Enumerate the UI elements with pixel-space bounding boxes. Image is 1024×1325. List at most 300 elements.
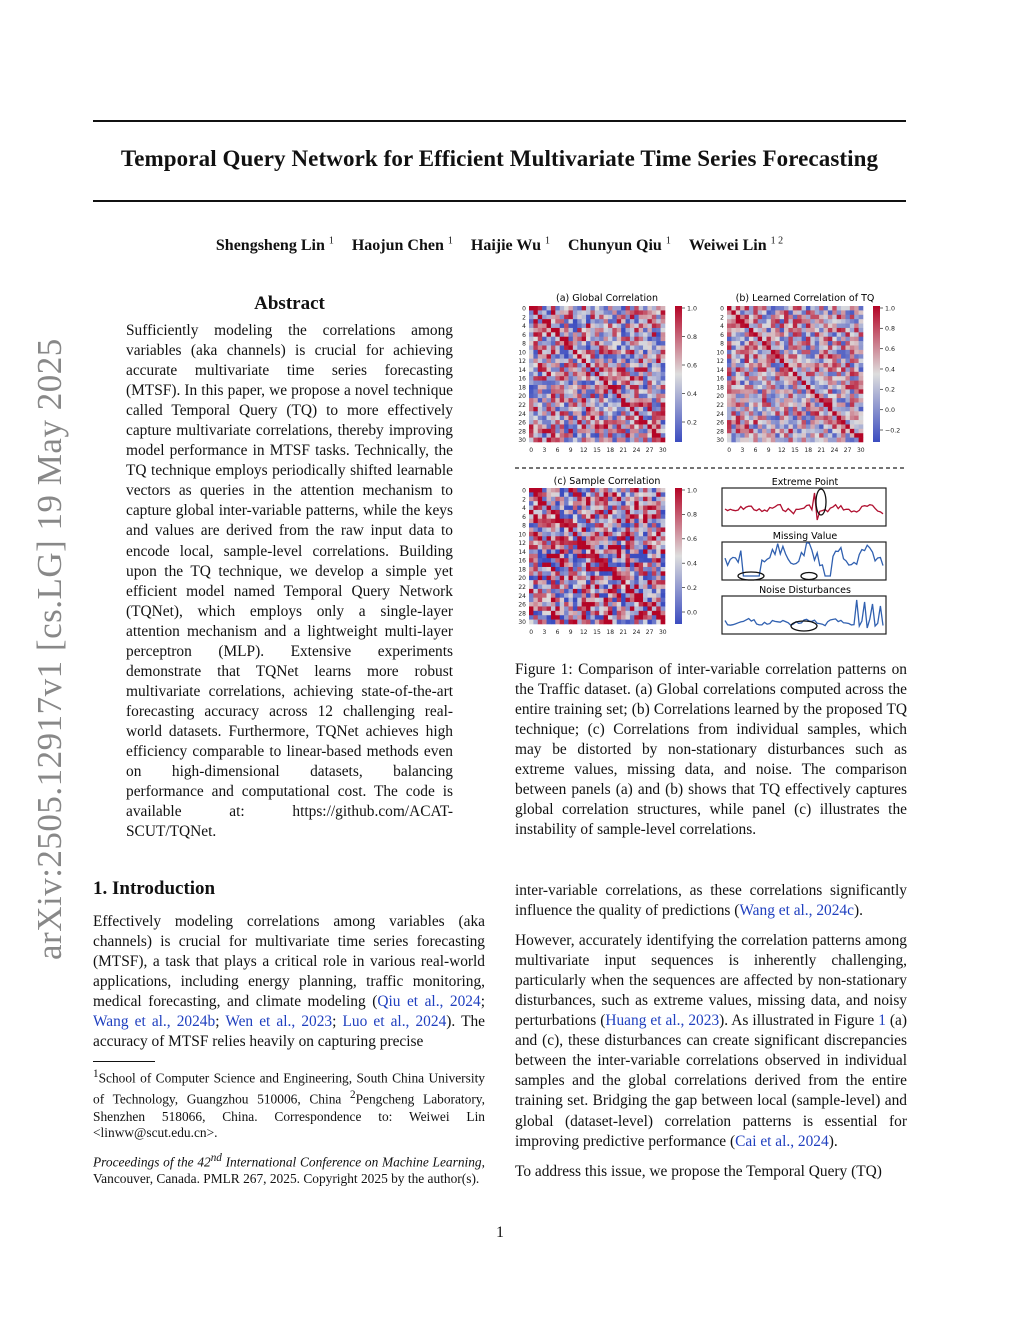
heatmap-cell xyxy=(568,315,573,320)
heatmap-cell xyxy=(850,315,855,320)
heatmap-cell xyxy=(661,424,666,429)
heatmap-cell xyxy=(806,376,811,381)
heatmap-cell xyxy=(551,611,556,616)
heatmap-cell xyxy=(577,576,582,581)
heatmap-cell xyxy=(599,558,604,563)
heatmap-cell xyxy=(617,433,622,438)
heatmap-cell xyxy=(577,519,582,524)
heatmap-cell xyxy=(547,541,552,546)
heatmap-cell xyxy=(582,416,587,421)
heatmap-cell xyxy=(758,315,763,320)
heatmap-cell xyxy=(731,420,736,425)
heatmap-cell xyxy=(621,536,626,541)
intro-paragraph-2: inter-variable correlations, as these correlations significantly influence the quality of predictions (Wang et al., 2024c). xyxy=(515,882,907,920)
heatmap-cell xyxy=(758,411,763,416)
heatmap-cell xyxy=(652,433,657,438)
heatmap-cell xyxy=(582,372,587,377)
heatmap-cell xyxy=(564,389,569,394)
heatmap-cell xyxy=(582,567,587,572)
heatmap-cell xyxy=(630,606,635,611)
heatmap-cell xyxy=(573,615,578,620)
colorbar-label: −0.2 xyxy=(885,427,901,435)
y-tick-label: 20 xyxy=(518,575,526,583)
heatmap-cell xyxy=(538,376,543,381)
heatmap-cell xyxy=(626,598,631,603)
heatmap-cell xyxy=(758,354,763,359)
heatmap-cell xyxy=(621,363,626,368)
heatmap-cell xyxy=(815,424,820,429)
heatmap-cell xyxy=(599,606,604,611)
heatmap-cell xyxy=(626,545,631,550)
heatmap-cell xyxy=(529,606,534,611)
heatmap-cell xyxy=(538,372,543,377)
heatmap-cell xyxy=(643,367,648,372)
heatmap-cell xyxy=(529,341,534,346)
heatmap-cell xyxy=(577,354,582,359)
heatmap-cell xyxy=(564,606,569,611)
heatmap-cell xyxy=(599,398,604,403)
heatmap-cell xyxy=(612,593,617,598)
heatmap-cell xyxy=(577,385,582,390)
heatmap-cell xyxy=(533,492,538,497)
heatmap-cell xyxy=(577,328,582,333)
heatmap-cell xyxy=(639,532,644,537)
heatmap-cell xyxy=(604,433,609,438)
heatmap-cell xyxy=(775,420,780,425)
heatmap-cell xyxy=(608,576,613,581)
heatmap-cell xyxy=(617,571,622,576)
heatmap-cell xyxy=(753,367,758,372)
heatmap-cell xyxy=(582,615,587,620)
heatmap-cell xyxy=(749,341,754,346)
heatmap-cell xyxy=(630,585,635,590)
heatmap-cell xyxy=(797,403,802,408)
heatmap-cell xyxy=(802,363,807,368)
heatmap-cell xyxy=(745,306,750,311)
heatmap-cell xyxy=(784,324,789,329)
heatmap-cell xyxy=(595,536,600,541)
heatmap-cell xyxy=(731,433,736,438)
heatmap-cell xyxy=(634,394,639,399)
heatmap-cell xyxy=(643,416,648,421)
heatmap-cell xyxy=(608,620,613,625)
heatmap-cell xyxy=(859,394,864,399)
heatmap-cell xyxy=(547,363,552,368)
heatmap-cell xyxy=(815,337,820,342)
heatmap-cell xyxy=(797,433,802,438)
heatmap-cell xyxy=(806,372,811,377)
heatmap-cell xyxy=(538,310,543,315)
heatmap-cell xyxy=(608,510,613,515)
heatmap-cell xyxy=(626,407,631,412)
heatmap-cell xyxy=(784,416,789,421)
heatmap-cell xyxy=(639,492,644,497)
heatmap-cell xyxy=(595,576,600,581)
heatmap-cell xyxy=(551,545,556,550)
heatmap-cell xyxy=(634,519,639,524)
heatmap-cell xyxy=(643,615,648,620)
heatmap-cell xyxy=(551,385,556,390)
heatmap-cell xyxy=(766,332,771,337)
heatmap-cell xyxy=(573,497,578,502)
heatmap-cell xyxy=(652,488,657,493)
heatmap-cell xyxy=(647,571,652,576)
heatmap-cell xyxy=(832,433,837,438)
heatmap-cell xyxy=(736,350,741,355)
heatmap-cell xyxy=(771,350,776,355)
heatmap-cell xyxy=(612,598,617,603)
heatmap-cell xyxy=(599,519,604,524)
heatmap-cell xyxy=(604,385,609,390)
heatmap-cell xyxy=(551,424,556,429)
heatmap-cell xyxy=(547,398,552,403)
heatmap-cell xyxy=(586,536,591,541)
heatmap-cell xyxy=(753,328,758,333)
heatmap-cell xyxy=(854,337,859,342)
y-tick-label: 22 xyxy=(716,402,724,409)
heatmap-cell xyxy=(542,433,547,438)
heatmap-cell xyxy=(621,506,626,511)
heatmap-cell xyxy=(784,403,789,408)
heatmap-cell xyxy=(661,310,666,315)
heatmap-cell xyxy=(652,332,657,337)
y-tick-label: 8 xyxy=(720,340,724,348)
heatmap-cell xyxy=(784,372,789,377)
heatmap-cell xyxy=(529,519,534,524)
heatmap-cell xyxy=(837,416,842,421)
heatmap-cell xyxy=(643,376,648,381)
heatmap-cell xyxy=(630,532,635,537)
heatmap-cell xyxy=(854,420,859,425)
heatmap-cell xyxy=(784,429,789,434)
heatmap-cell xyxy=(542,611,547,616)
heatmap-cell xyxy=(573,532,578,537)
citation-link[interactable]: Qiu et al., 2024 xyxy=(377,993,481,1011)
heatmap-cell xyxy=(762,345,767,350)
heatmap-cell xyxy=(630,567,635,572)
heatmap-cell xyxy=(727,381,732,386)
heatmap-cell xyxy=(599,527,604,532)
heatmap-cell xyxy=(643,580,648,585)
heatmap-cell xyxy=(560,372,565,377)
heatmap-cell xyxy=(634,354,639,359)
heatmap-cell xyxy=(595,337,600,342)
heatmap-cell xyxy=(555,514,560,519)
x-tick-label: 30 xyxy=(658,447,667,454)
heatmap-cell xyxy=(656,359,661,364)
heatmap-cell xyxy=(647,372,652,377)
heatmap-cell xyxy=(824,328,829,333)
heatmap-cell xyxy=(586,367,591,372)
heatmap-cell xyxy=(806,398,811,403)
heatmap-cell xyxy=(621,602,626,607)
heatmap-cell xyxy=(647,337,652,342)
heatmap-cell xyxy=(661,514,666,519)
heatmap-cell xyxy=(529,372,534,377)
heatmap-cell xyxy=(617,416,622,421)
citation-link[interactable]: Cai et al., 2024 xyxy=(735,1132,829,1150)
heatmap-cell xyxy=(590,532,595,537)
heatmap-cell xyxy=(604,558,609,563)
heatmap-cell xyxy=(586,337,591,342)
heatmap-cell xyxy=(604,429,609,434)
heatmap-cell xyxy=(652,337,657,342)
heatmap-cell xyxy=(859,367,864,372)
heatmap-cell xyxy=(621,576,626,581)
heatmap-cell xyxy=(599,332,604,337)
heatmap-cell xyxy=(529,492,534,497)
x-tick-label: 21 xyxy=(817,447,826,454)
heatmap-cell xyxy=(810,315,815,320)
y-tick-label: 4 xyxy=(522,323,526,330)
heatmap-cell xyxy=(656,433,661,438)
y-tick-label: 24 xyxy=(518,410,526,418)
heatmap-cell xyxy=(661,350,666,355)
heatmap-cell xyxy=(612,620,617,625)
heatmap-cell xyxy=(555,589,560,594)
heatmap-cell xyxy=(538,598,543,603)
heatmap-cell xyxy=(533,319,538,324)
heatmap-cell xyxy=(555,545,560,550)
heatmap-cell xyxy=(793,367,798,372)
heatmap-cell xyxy=(577,319,582,324)
heatmap-cell xyxy=(656,354,661,359)
heatmap-cell xyxy=(560,310,565,315)
heatmap-cell xyxy=(599,497,604,502)
heatmap-cell xyxy=(630,354,635,359)
heatmap-cell xyxy=(551,510,556,515)
heatmap-cell xyxy=(656,310,661,315)
heatmap-cell xyxy=(630,367,635,372)
heatmap-cell xyxy=(819,407,824,412)
heatmap-cell xyxy=(727,407,732,412)
heatmap-cell xyxy=(736,416,741,421)
heatmap-cell xyxy=(639,363,644,368)
heatmap-cell xyxy=(647,589,652,594)
heatmap-cell xyxy=(740,433,745,438)
heatmap-cell xyxy=(582,576,587,581)
heatmap-cell xyxy=(538,315,543,320)
heatmap-cell xyxy=(727,394,732,399)
heatmap-cell xyxy=(859,438,864,443)
heatmap-cell xyxy=(647,411,652,416)
heatmap-cell xyxy=(604,411,609,416)
heatmap-cell xyxy=(608,536,613,541)
heatmap-cell xyxy=(560,403,565,408)
heatmap-cell xyxy=(555,319,560,324)
heatmap-cell xyxy=(604,403,609,408)
heatmap-cell xyxy=(639,433,644,438)
heatmap-cell xyxy=(806,341,811,346)
heatmap-cell xyxy=(529,514,534,519)
heatmap-cell xyxy=(529,506,534,511)
heatmap-cell xyxy=(568,615,573,620)
heatmap-cell xyxy=(533,389,538,394)
heatmap-cell xyxy=(780,411,785,416)
heatmap-cell xyxy=(819,324,824,329)
heatmap-cell xyxy=(749,345,754,350)
panel-c-title: (c) Sample Correlation xyxy=(553,476,661,487)
heatmap-cell xyxy=(643,359,648,364)
heatmap-cell xyxy=(731,381,736,386)
heatmap-cell xyxy=(815,416,820,421)
heatmap-cell xyxy=(828,367,833,372)
heatmap-cell xyxy=(533,341,538,346)
heatmap-cell xyxy=(582,319,587,324)
heatmap-cell xyxy=(586,576,591,581)
heatmap-cell xyxy=(652,558,657,563)
citation-link[interactable]: Wang et al., 2024c xyxy=(739,902,854,920)
heatmap-cell xyxy=(586,611,591,616)
heatmap-cell xyxy=(639,558,644,563)
citation-link[interactable]: Wen et al., 2023 xyxy=(225,1013,333,1031)
heatmap-cell xyxy=(573,545,578,550)
heatmap-cell xyxy=(762,429,767,434)
heatmap-cell xyxy=(560,381,565,386)
heatmap-cell xyxy=(745,315,750,320)
heatmap-cell xyxy=(859,381,864,386)
heatmap-cell xyxy=(595,563,600,568)
heatmap-cell xyxy=(533,585,538,590)
heatmap-cell xyxy=(568,394,573,399)
heatmap-cell xyxy=(634,589,639,594)
heatmap-cell xyxy=(643,497,648,502)
heatmap-cell xyxy=(538,611,543,616)
heatmap-cell xyxy=(564,381,569,386)
heatmap-cell xyxy=(727,416,732,421)
heatmap-cell xyxy=(608,411,613,416)
heatmap-cell xyxy=(780,416,785,421)
heatmap-cell xyxy=(850,433,855,438)
heatmap-cell xyxy=(608,420,613,425)
citation-link[interactable]: Huang et al., 2023 xyxy=(605,1012,720,1030)
heatmap-cell xyxy=(639,580,644,585)
heatmap-cell xyxy=(590,403,595,408)
heatmap-cell xyxy=(551,488,556,493)
heatmap-cell xyxy=(802,319,807,324)
heatmap-cell xyxy=(538,580,543,585)
heatmap-cell xyxy=(577,620,582,625)
heatmap-cell xyxy=(595,372,600,377)
heatmap-cell xyxy=(590,332,595,337)
x-tick-label: 0 xyxy=(529,629,534,636)
heatmap-cell xyxy=(634,514,639,519)
figure-ref-link[interactable]: 1 xyxy=(878,1012,886,1030)
heatmap-cell xyxy=(529,354,534,359)
citation-link[interactable]: Wang et al., 2024b xyxy=(93,1013,216,1031)
heatmap-cell xyxy=(647,429,652,434)
heatmap-cell xyxy=(639,416,644,421)
heatmap-cell xyxy=(745,424,750,429)
heatmap-cell xyxy=(564,438,569,443)
heatmap-cell xyxy=(845,363,850,368)
heatmap-cell xyxy=(612,510,617,515)
heatmap-cell xyxy=(551,501,556,506)
heatmap-cell xyxy=(758,345,763,350)
colorbar-label: 0.4 xyxy=(687,390,698,398)
heatmap-cell xyxy=(854,354,859,359)
heatmap-cell xyxy=(626,394,631,399)
heatmap-cell xyxy=(656,345,661,350)
heatmap-cell xyxy=(568,381,573,386)
heatmap-cell xyxy=(639,420,644,425)
heatmap-cell xyxy=(810,337,815,342)
heatmap-cell xyxy=(775,350,780,355)
heatmap-cell xyxy=(850,337,855,342)
heatmap-cell xyxy=(815,433,820,438)
heatmap-cell xyxy=(819,389,824,394)
heatmap-cell xyxy=(758,310,763,315)
y-tick-label: 12 xyxy=(518,540,526,548)
heatmap-cell xyxy=(758,389,763,394)
heatmap-cell xyxy=(634,315,639,320)
heatmap-cell xyxy=(828,381,833,386)
heatmap-cell xyxy=(824,332,829,337)
heatmap-cell xyxy=(586,433,591,438)
heatmap-cell xyxy=(771,324,776,329)
heatmap-cell xyxy=(538,381,543,386)
heatmap-cell xyxy=(740,315,745,320)
heatmap-cell xyxy=(634,501,639,506)
heatmap-cell xyxy=(568,519,573,524)
heatmap-cell xyxy=(573,381,578,386)
heatmap-cell xyxy=(568,488,573,493)
heatmap-cell xyxy=(577,615,582,620)
heatmap-cell xyxy=(731,389,736,394)
heatmap-cell xyxy=(599,611,604,616)
heatmap-cell xyxy=(551,506,556,511)
heatmap-cell xyxy=(590,497,595,502)
heatmap-cell xyxy=(630,501,635,506)
heatmap-cell xyxy=(590,615,595,620)
heatmap-cell xyxy=(784,381,789,386)
heatmap-cell xyxy=(599,394,604,399)
heatmap-cell xyxy=(749,385,754,390)
heatmap-cell xyxy=(551,554,556,559)
heatmap-cell xyxy=(745,411,750,416)
heatmap-cell xyxy=(586,615,591,620)
heatmap-cell xyxy=(643,372,648,377)
heatmap-cell xyxy=(617,350,622,355)
citation-link[interactable]: Luo et al., 2024 xyxy=(342,1013,447,1031)
heatmap-cell xyxy=(564,394,569,399)
heatmap-cell xyxy=(793,438,798,443)
heatmap-cell xyxy=(621,416,626,421)
heatmap-cell xyxy=(745,394,750,399)
heatmap-cell xyxy=(854,376,859,381)
heatmap-cell xyxy=(854,438,859,443)
heatmap-cell xyxy=(802,354,807,359)
heatmap-cell xyxy=(788,337,793,342)
heatmap-cell xyxy=(661,341,666,346)
heatmap-cell xyxy=(647,394,652,399)
heatmap-cell xyxy=(621,354,626,359)
heatmap-cell xyxy=(542,376,547,381)
heatmap-cell xyxy=(832,341,837,346)
heatmap-cell xyxy=(617,549,622,554)
heatmap-cell xyxy=(740,319,745,324)
heatmap-cell xyxy=(542,315,547,320)
heatmap-cell xyxy=(647,332,652,337)
heatmap-cell xyxy=(802,359,807,364)
heatmap-cell xyxy=(529,416,534,421)
heatmap-cell xyxy=(630,545,635,550)
heatmap-cell xyxy=(832,363,837,368)
heatmap-cell xyxy=(753,363,758,368)
heatmap-cell xyxy=(837,319,842,324)
heatmap-cell xyxy=(608,332,613,337)
heatmap-cell xyxy=(854,429,859,434)
